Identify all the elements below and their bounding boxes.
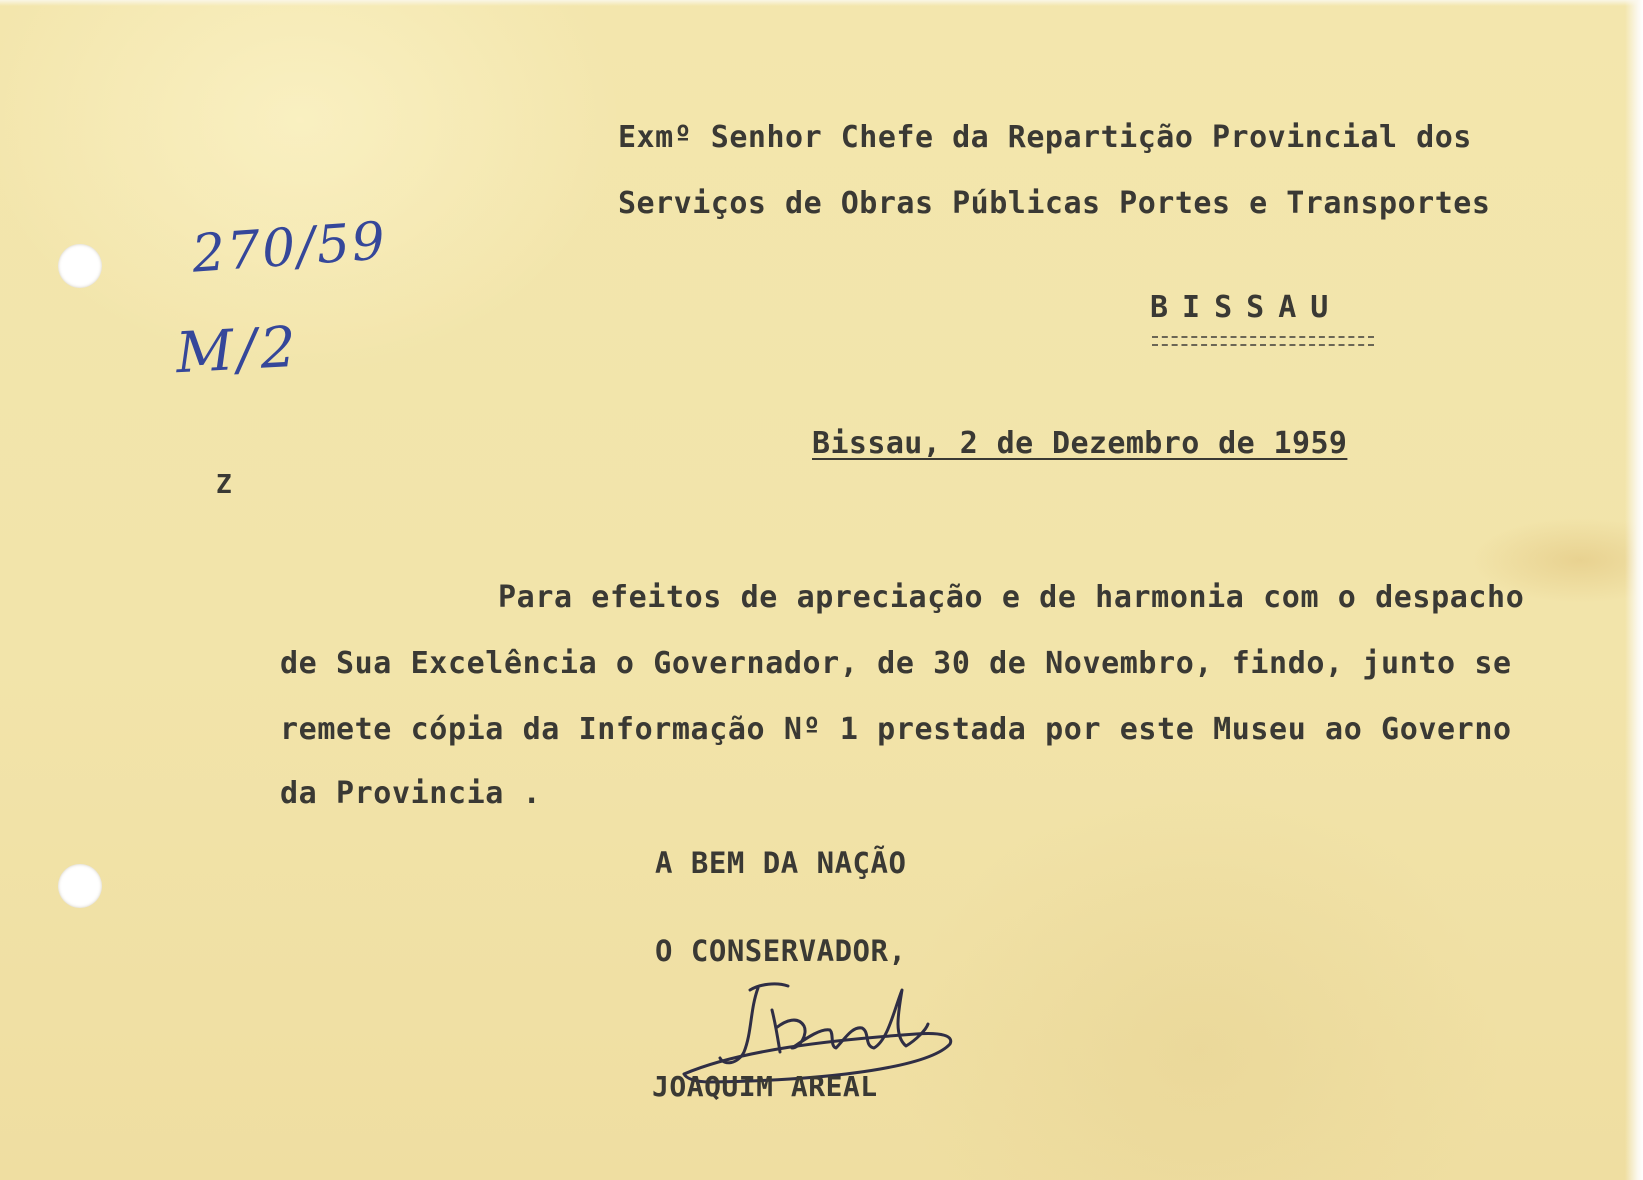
body-line-1: Para efeitos de apreciação e de harmonia com o despacho: [498, 580, 1525, 615]
date-line: Bissau, 2 de Dezembro de 1959: [812, 426, 1348, 461]
handwritten-reference-number: 270/59: [190, 211, 389, 285]
punch-hole-bottom: [58, 864, 102, 908]
signatory-name: JOAQUIM AREAL: [652, 1070, 878, 1103]
handwritten-reference-code: M/2: [174, 314, 302, 387]
signatory-title: O CONSERVADOR,: [655, 934, 907, 968]
paper-right-edge: [1625, 0, 1643, 1180]
body-line-3: remete cópia da Informação Nº 1 prestada por este Museu ao Governo: [280, 712, 1512, 747]
punch-hole-top: [58, 244, 102, 288]
body-line-2: de Sua Excelência o Governador, de 30 de Novembro, findo, junto se: [280, 646, 1512, 681]
addressee-city: BISSAU: [1150, 290, 1343, 325]
addressee-line-2: Serviços de Obras Públicas Portes e Transportes: [618, 186, 1491, 221]
addressee-line-1: Exmº Senhor Chefe da Repartição Provincial dos: [618, 120, 1472, 155]
closing-salutation: A BEM DA NAÇÃO: [655, 846, 907, 880]
paper-top-edge: [0, 0, 1643, 6]
city-double-rule: [1152, 336, 1374, 346]
body-line-4: da Provincia .: [280, 776, 542, 811]
margin-mark: Z: [216, 470, 233, 500]
